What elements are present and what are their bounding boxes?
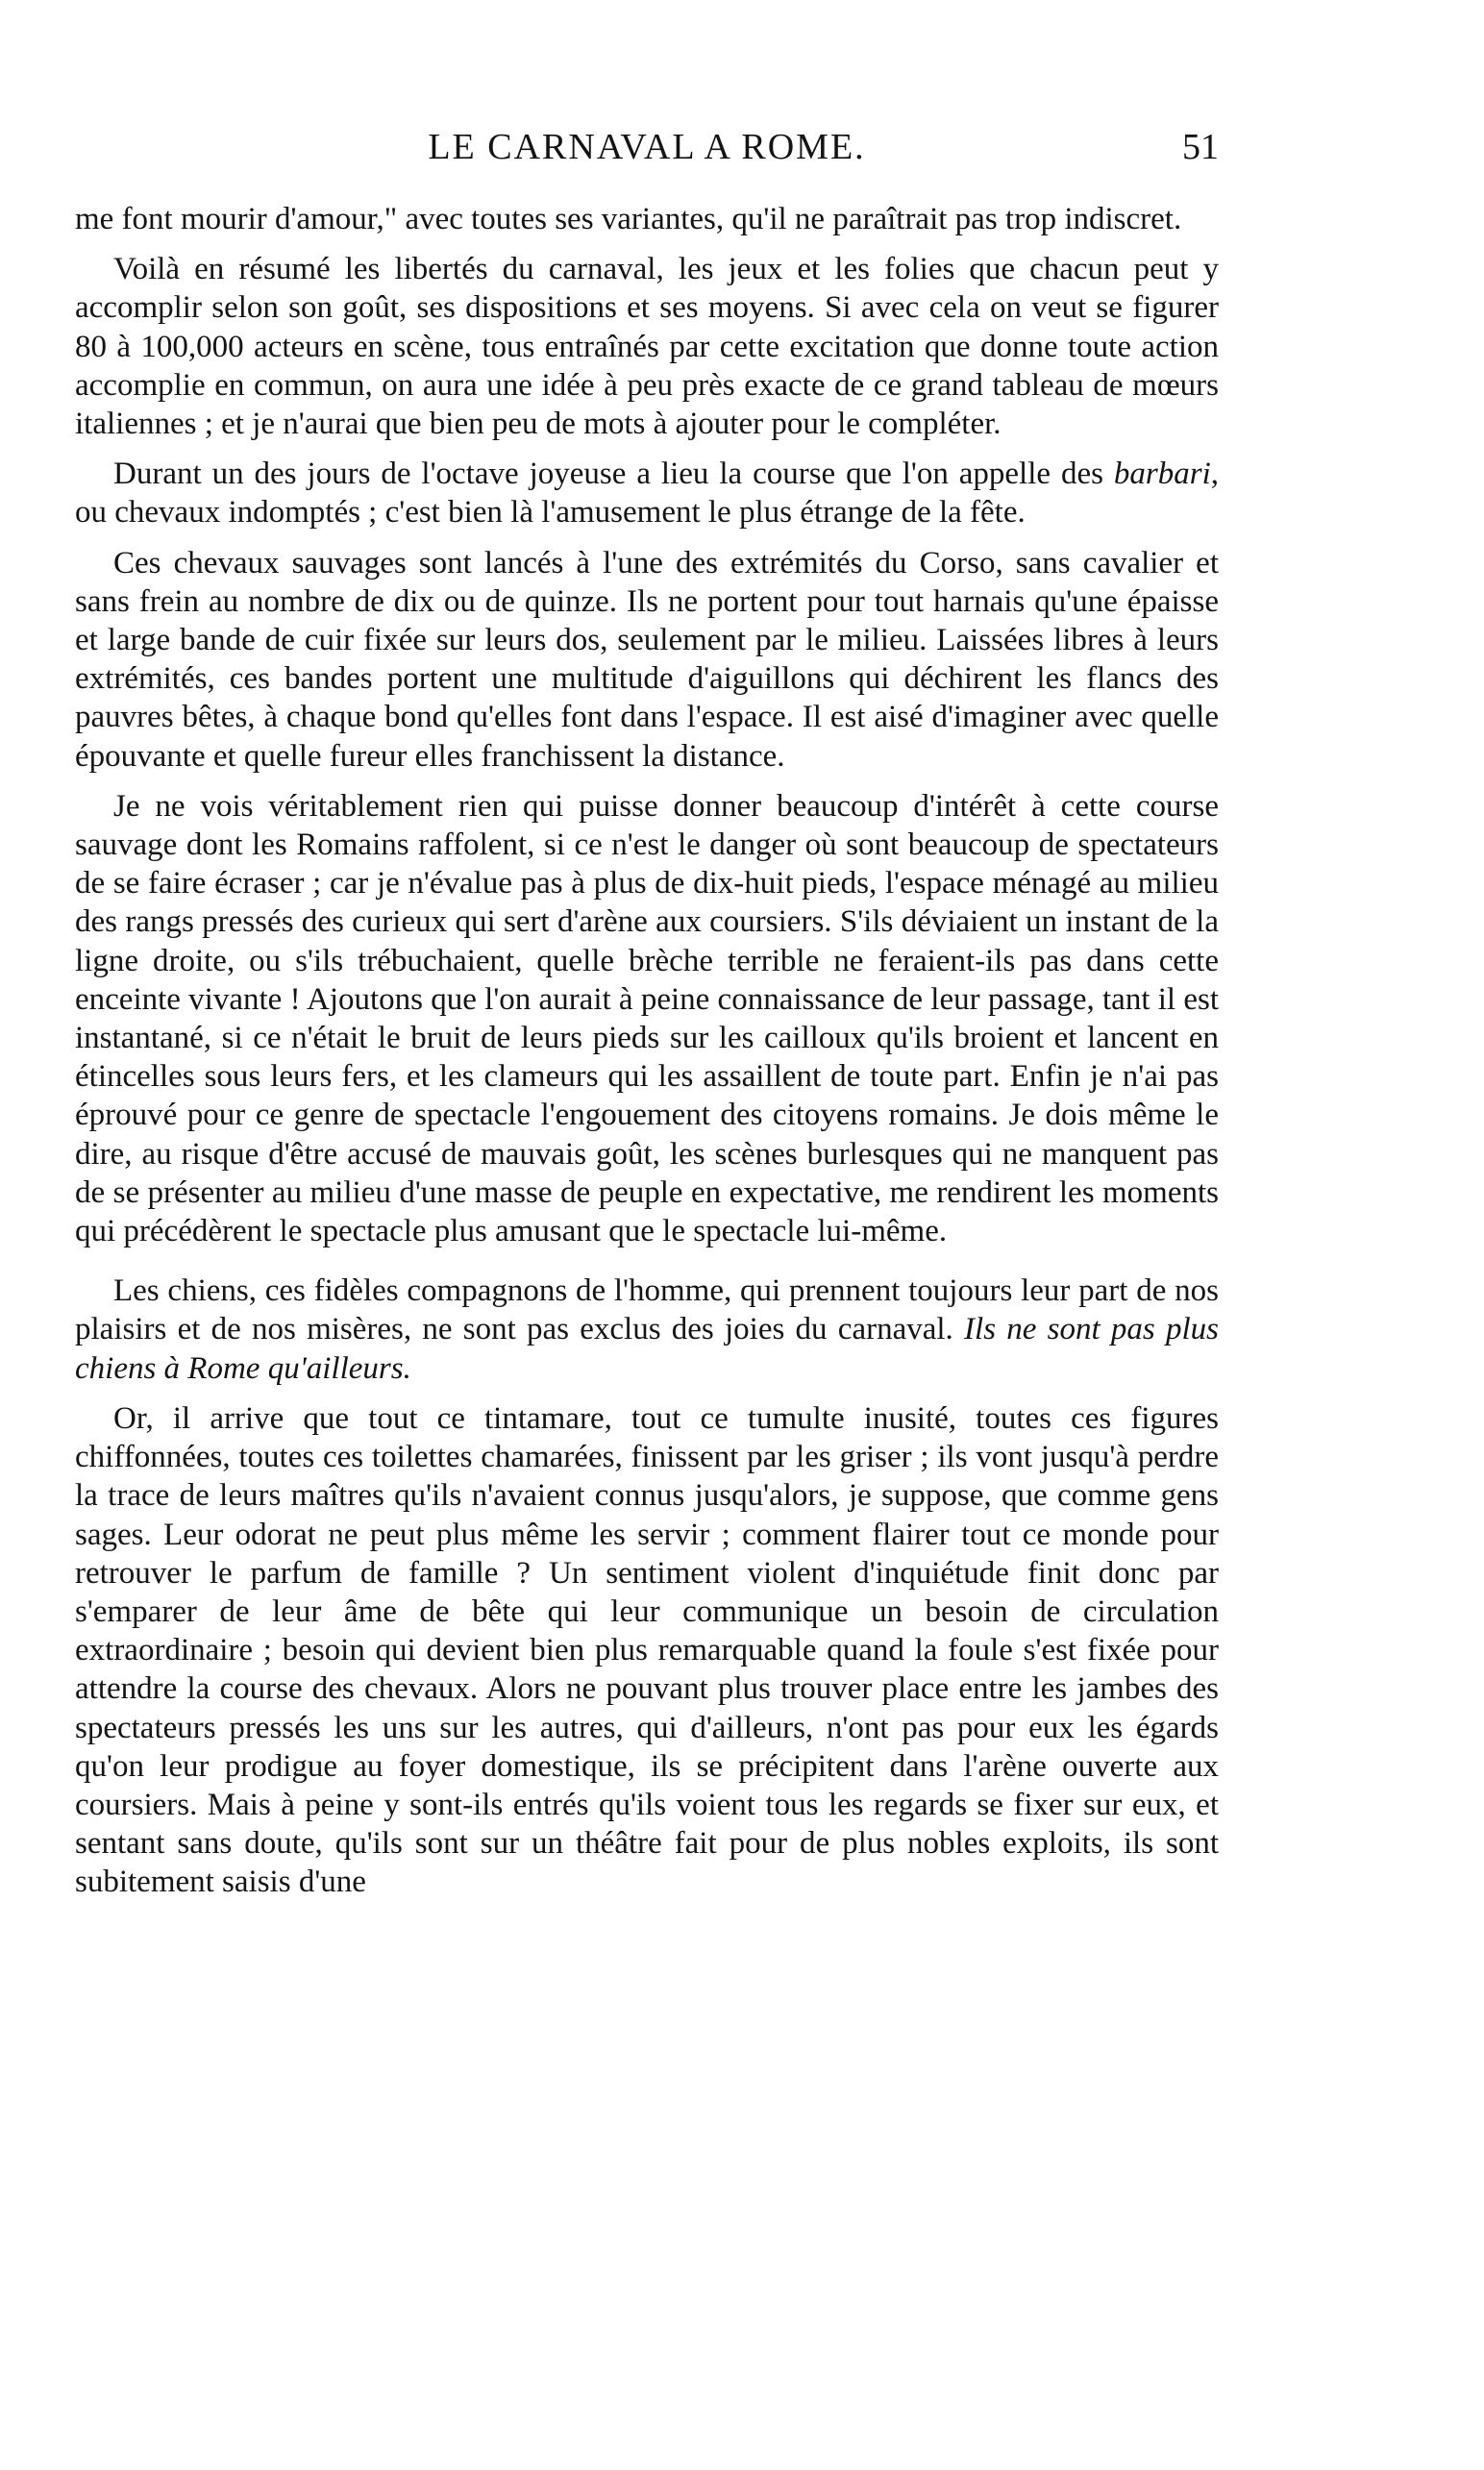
paragraph-3 xyxy=(75,455,1219,531)
paragraph-6-text-start: Les chiens, ces fidèles compagnons de l'homme, qui prennent toujours leur part de nos plaisirs et de nos misères, ne sont pas exclus des joies du carnaval. xyxy=(75,1273,1219,1347)
paragraph-3-text-end: , ou chevaux indomptés ; c'est bien là l'amusement le plus étrange de la fête. xyxy=(75,457,1219,531)
paragraph-1: me font mourir d'amour," avec toutes ses variantes, qu'il ne paraîtrait pas trop indiscret. xyxy=(75,202,1182,236)
paragraph-5: Je ne vois véritablement rien qui puisse donner beaucoup d'intérêt à cette course sauvage dont les Romains raffolent, si ce n'est le danger où sont beaucoup de spectateurs de se faire écraser ; car je n'évalue pas à plus de dix-huit pieds, l'espace ménagé au milieu des rangs pressés des curieux qui sert d'arène aux coursiers. S'ils déviaient un instant de la ligne droite, ou s'ils trébuchaient, quelle brèche terrible ne feraient-ils pas dans cette enceinte vivante ! Ajoutons que l'on aurait à peine connaissance de leur passage, tant il est instantané, si ce n'était le bruit de leurs pieds sur les cailloux qu'ils broient et lancent en étincelles sous leurs fers, et les clameurs qui les assaillent de toute part. Enfin je n'ai pas éprouvé pour ce genre de spectacle l'engouement des citoyens romains. Je dois même le dire, au risque d'être accusé de mauvais goût, les scènes burlesques qui ne manquent pas de se présenter au milieu d'une masse de peuple en expectative, me rendirent les moments qui précédèrent le spectacle plus amusant que le spectacle lui-même. xyxy=(75,788,1219,1249)
paragraph-2: Voilà en résumé les libertés du carnaval, les jeux et les folies que chacun peut y accomplir selon son goût, ses dispositions et ses moyens. Si avec cela on veut se figurer 80 à 100,000 acteurs en scène, tous entraînés par cette excitation que donne toute action accomplie en commun, on aura une idée à peu près exacte de ce grand tableau de mœurs italiennes ; et je n'aurai que bien peu de mots à ajouter pour le compléter. xyxy=(75,252,1219,442)
paragraph-4: Ces chevaux sauvages sont lancés à l'une des extrémités du Corso, sans cavalier et sans frein au nombre de dix ou de quinze. Ils ne portent pour tout harnais qu'une épaisse et large bande de cuir fixée sur leurs dos, seulement par le milieu. Laissées libres à leurs extrémités, ces bandes portent une multitude d'aiguillons qui déchirent les flancs des pauvres bêtes, à chaque bond qu'elles font dans l'espace. Il est aisé d'imaginer avec quelle épouvante et quelle fureur elles franchissent la distance. xyxy=(75,545,1219,774)
running-title: LE CARNAVAL A ROME. xyxy=(428,127,866,167)
paragraph-6-italic-phrase: Ils ne sont pas plus chiens à Rome qu'ailleurs. xyxy=(75,1312,1219,1386)
running-header xyxy=(75,123,1219,171)
paragraph-3-italic-term: barbari xyxy=(1113,457,1211,492)
page-number: 51 xyxy=(1182,127,1219,167)
paragraph-7: Or, il arrive que tout ce tintamare, tout ce tumulte inusité, toutes ces figures chiffonnées, toutes ces toilettes chamarées, finissent par les griser ; ils vont jusqu'à perdre la trace de leurs maîtres qu'ils n'avaient connus jusqu'alors, je suppose, que comme gens sages. Leur odorat ne peut plus même les servir ; comment flairer tout ce monde pour retrouver le parfum de famille ? Un sentiment violent d'inquiétude finit donc par s'emparer de leur âme de bête qui leur communique un besoin de circulation extraordinaire ; besoin qui devient bien plus remarquable quand la foule s'est fixée pour attendre la course des chevaux. Alors ne pouvant plus trouver place entre les jambes des spectateurs pressés les uns sur les autres, qui d'ailleurs, n'ont pas pour eux les égards qu'on leur prodigue au foyer domestique, ils se précipitent dans l'arène ouverte aux coursiers. Mais à peine y sont-ils entrés qu'ils voient tous les regards se fixer sur eux, et sentant sans doute, qu'ils sont sur un théâtre fait pour de plus nobles exploits, ils sont subitement saisis d'une xyxy=(75,1400,1219,1900)
paragraph-6 xyxy=(75,1272,1219,1388)
paragraph-3-text-start: Durant un des jours de l'octave joyeuse a lieu la course que l'on appelle des xyxy=(113,457,1114,492)
body-text xyxy=(75,200,1219,1914)
